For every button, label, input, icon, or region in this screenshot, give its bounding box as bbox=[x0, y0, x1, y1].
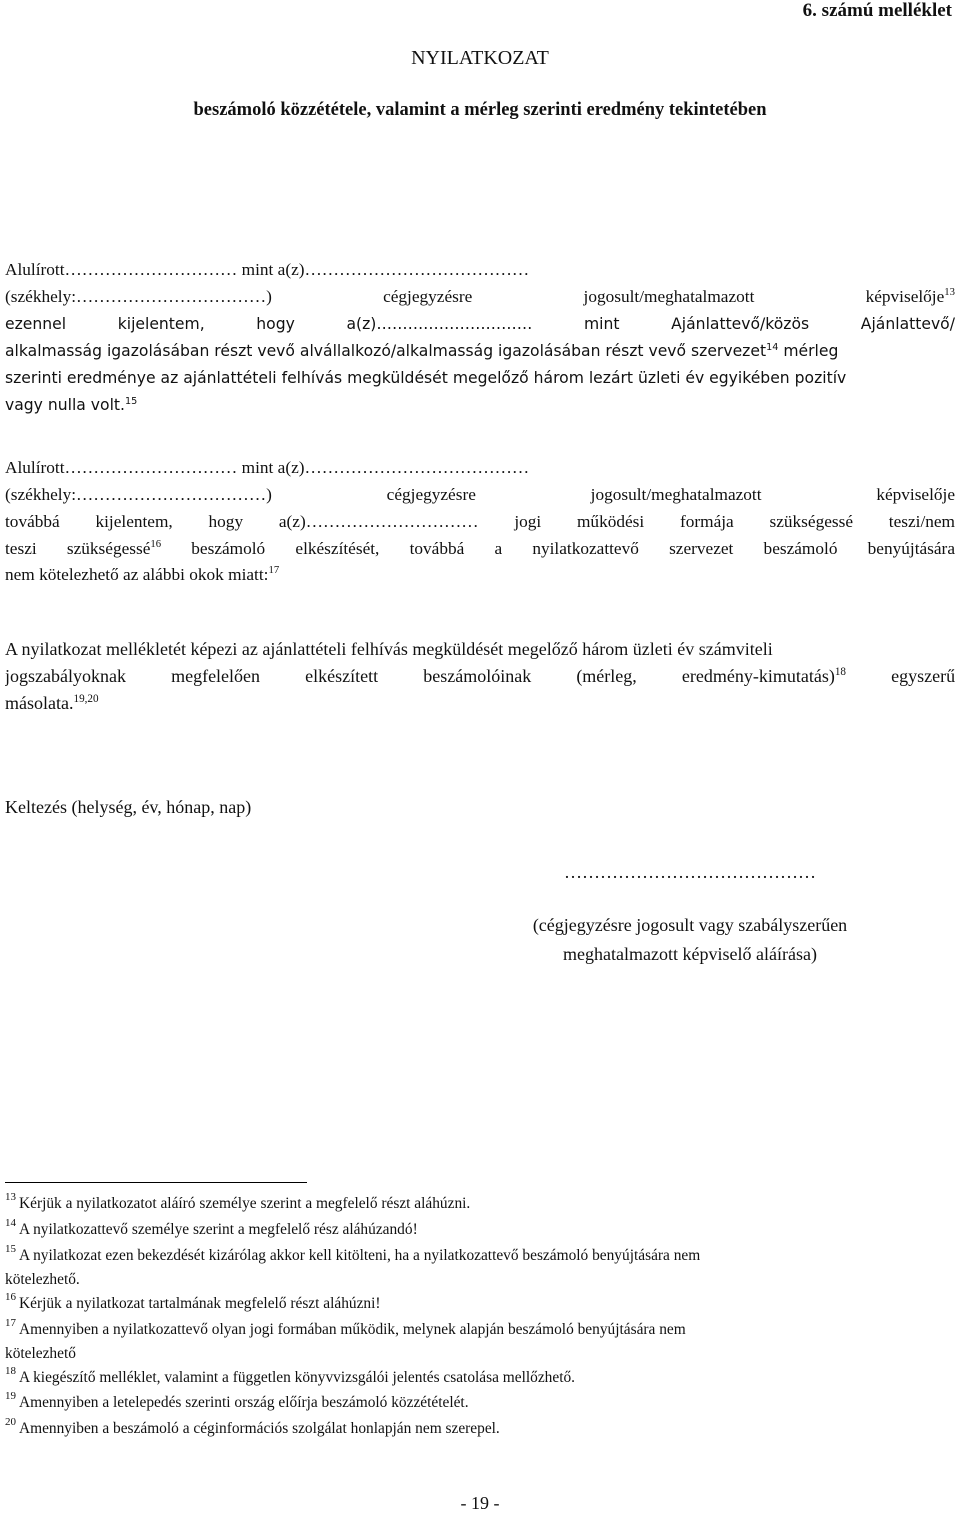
text-span: vagy nulla volt. bbox=[5, 396, 125, 414]
footnote-ref-19-20: 19,20 bbox=[73, 693, 99, 705]
text-span: teszi szükségessé bbox=[5, 539, 151, 558]
footnote-text: Amennyiben a nyilatkozattevő olyan jogi formában működik, melynek alapján beszámoló benyújtására nem bbox=[19, 1321, 686, 1338]
footnote-number: 16 bbox=[5, 1290, 16, 1303]
footnote-ref-15: 15 bbox=[124, 395, 138, 407]
company-fill-line: a(z)………………………… bbox=[346, 315, 533, 333]
paragraph-line bbox=[5, 284, 955, 310]
paragraph-line bbox=[5, 338, 955, 364]
paragraph-line bbox=[5, 482, 955, 508]
paragraph-line bbox=[5, 536, 955, 562]
footnote-18 bbox=[5, 1366, 955, 1390]
footnote-ref-17: 17 bbox=[268, 564, 280, 577]
undersigned-fill-line: Alulírott………………………… mint a(z)………………………………… bbox=[5, 458, 530, 477]
text-span: ezennel bbox=[5, 315, 67, 333]
text-span: (mérleg, bbox=[576, 666, 637, 686]
page-number: - 19 - bbox=[460, 1493, 500, 1513]
footnote-text: Kérjük a nyilatkozat tartalmának megfelelő részt aláhúzni! bbox=[19, 1295, 381, 1312]
text-span: kijelentem, bbox=[117, 315, 205, 333]
footnote-number: 13 bbox=[5, 1190, 16, 1203]
footnote-text: Amennyiben a beszámoló a céginformációs szolgálat honlapján nem szerepel. bbox=[19, 1420, 500, 1437]
text-span: beszámolóinak bbox=[423, 666, 532, 686]
footnote-16 bbox=[5, 1292, 955, 1316]
footnote-ref-16: 16 bbox=[150, 538, 162, 551]
paragraph-line bbox=[5, 562, 955, 588]
text-span: cégjegyzésre bbox=[383, 287, 473, 306]
footnote-14 bbox=[5, 1218, 955, 1242]
paragraph-line bbox=[5, 663, 955, 689]
signature-caption-1: (cégjegyzésre jogosult vagy szabályszerűen bbox=[532, 915, 848, 935]
text-span: képviselője bbox=[876, 485, 955, 504]
document-subtitle: beszámoló közzététele, valamint a mérleg szerinti eredmény tekintetében bbox=[193, 100, 767, 120]
undersigned-fill-line: Alulírott………………………… mint a(z)………………………………… bbox=[5, 260, 530, 279]
footnote-text: A kiegészítő melléklet, valamint a független könyvvizsgálói jelentés csatolása mellőzhető. bbox=[19, 1369, 576, 1386]
paragraph-line bbox=[5, 392, 955, 418]
date-place-label: Keltezés (helység, év, hónap, nap) bbox=[5, 797, 252, 817]
text-span: alkalmasság igazolásában részt vevő alvállalkozó/alkalmasság igazolásában részt vevő szervezet bbox=[5, 342, 767, 360]
text-span: elkészített bbox=[305, 666, 379, 686]
text-span: hogy bbox=[256, 315, 295, 333]
footnote-15 bbox=[5, 1244, 955, 1268]
text-span: cégjegyzésre bbox=[386, 485, 476, 504]
company-fill-line: továbbá kijelentem, hogy a(z)………………………… bbox=[5, 512, 479, 531]
footnote-ref-18: 18 bbox=[834, 666, 846, 678]
text-span: jogszabályoknak bbox=[5, 666, 126, 686]
footnote-number: 20 bbox=[5, 1415, 16, 1428]
footnote-17-continued: kötelezhető bbox=[5, 1345, 76, 1362]
footnote-20 bbox=[5, 1417, 955, 1441]
text-span: nem kötelezhető az alábbi okok miatt: bbox=[5, 565, 269, 584]
footnote-text: Amennyiben a letelepedés szerinti ország előírja beszámoló közzétételét. bbox=[19, 1394, 469, 1411]
footnote-text: A nyilatkozattevő személye szerint a megfelelő rész aláhúzandó! bbox=[19, 1221, 418, 1238]
text-span: egyszerű bbox=[891, 666, 955, 686]
text-span: mint bbox=[583, 315, 620, 333]
text-span: másolata. bbox=[5, 693, 74, 713]
text-span: Ajánlattevő/közös bbox=[671, 315, 810, 333]
seat-fill-line: (székhely:……………………………) bbox=[5, 287, 272, 306]
paragraph-line: szerinti eredménye az ajánlattételi felhívás megküldését megelőző három lezárt üzleti év egyikében pozitív bbox=[5, 369, 847, 387]
footnote-number: 18 bbox=[5, 1364, 16, 1377]
text-span: jogosult/meghatalmazott bbox=[590, 485, 762, 504]
text-span: jogosult/meghatalmazott bbox=[583, 287, 755, 306]
footnote-19 bbox=[5, 1391, 955, 1415]
signature-caption-2: meghatalmazott képviselő aláírása) bbox=[563, 944, 817, 964]
footnote-text: A nyilatkozat ezen bekezdését kizárólag akkor kell kitölteni, ha a nyilatkozattevő beszámoló benyújtására nem bbox=[19, 1247, 701, 1264]
signature-line: …………………………………… bbox=[564, 862, 816, 882]
footnote-number: 14 bbox=[5, 1216, 16, 1229]
seat-fill-line: (székhely:……………………………) bbox=[5, 485, 272, 504]
annex-label: 6. számú melléklet bbox=[802, 0, 952, 21]
text-span: képviselője bbox=[865, 287, 945, 306]
paragraph-line bbox=[5, 690, 955, 716]
text-span: mérleg bbox=[778, 342, 839, 360]
document-title: NYILATKOZAT bbox=[411, 47, 549, 69]
footnote-13 bbox=[5, 1192, 955, 1216]
paragraph-line: A nyilatkozat mellékletét képezi az ajánlattételi felhívás megküldését megelőző három üzleti év számviteli bbox=[5, 639, 773, 659]
footnote-17 bbox=[5, 1318, 955, 1342]
footnote-number: 17 bbox=[5, 1316, 16, 1329]
footnote-number: 15 bbox=[5, 1242, 16, 1255]
footnote-ref-14: 14 bbox=[766, 341, 779, 353]
footnote-15-continued: kötelezhető. bbox=[5, 1271, 80, 1288]
text-span: megfelelően bbox=[171, 666, 261, 686]
footnote-ref-13: 13 bbox=[944, 286, 955, 299]
text-span: beszámoló elkészítését, továbbá a nyilatkozattevő szervezet beszámoló benyújtására bbox=[161, 539, 955, 558]
paragraph-line bbox=[5, 257, 955, 283]
paragraph-line bbox=[5, 455, 955, 481]
text-span: eredmény-kimutatás) bbox=[681, 666, 835, 686]
text-span: jogi működési formája szükségessé teszi/nem bbox=[514, 512, 955, 531]
text-span: Ajánlattevő/ bbox=[860, 315, 955, 333]
footnote-number: 19 bbox=[5, 1389, 16, 1402]
footnote-text: Kérjük a nyilatkozatot aláíró személye szerint a megfelelő részt aláhúzni. bbox=[19, 1195, 471, 1212]
footnote-separator bbox=[5, 1182, 307, 1183]
paragraph-line bbox=[5, 311, 955, 337]
paragraph-line bbox=[5, 509, 955, 535]
